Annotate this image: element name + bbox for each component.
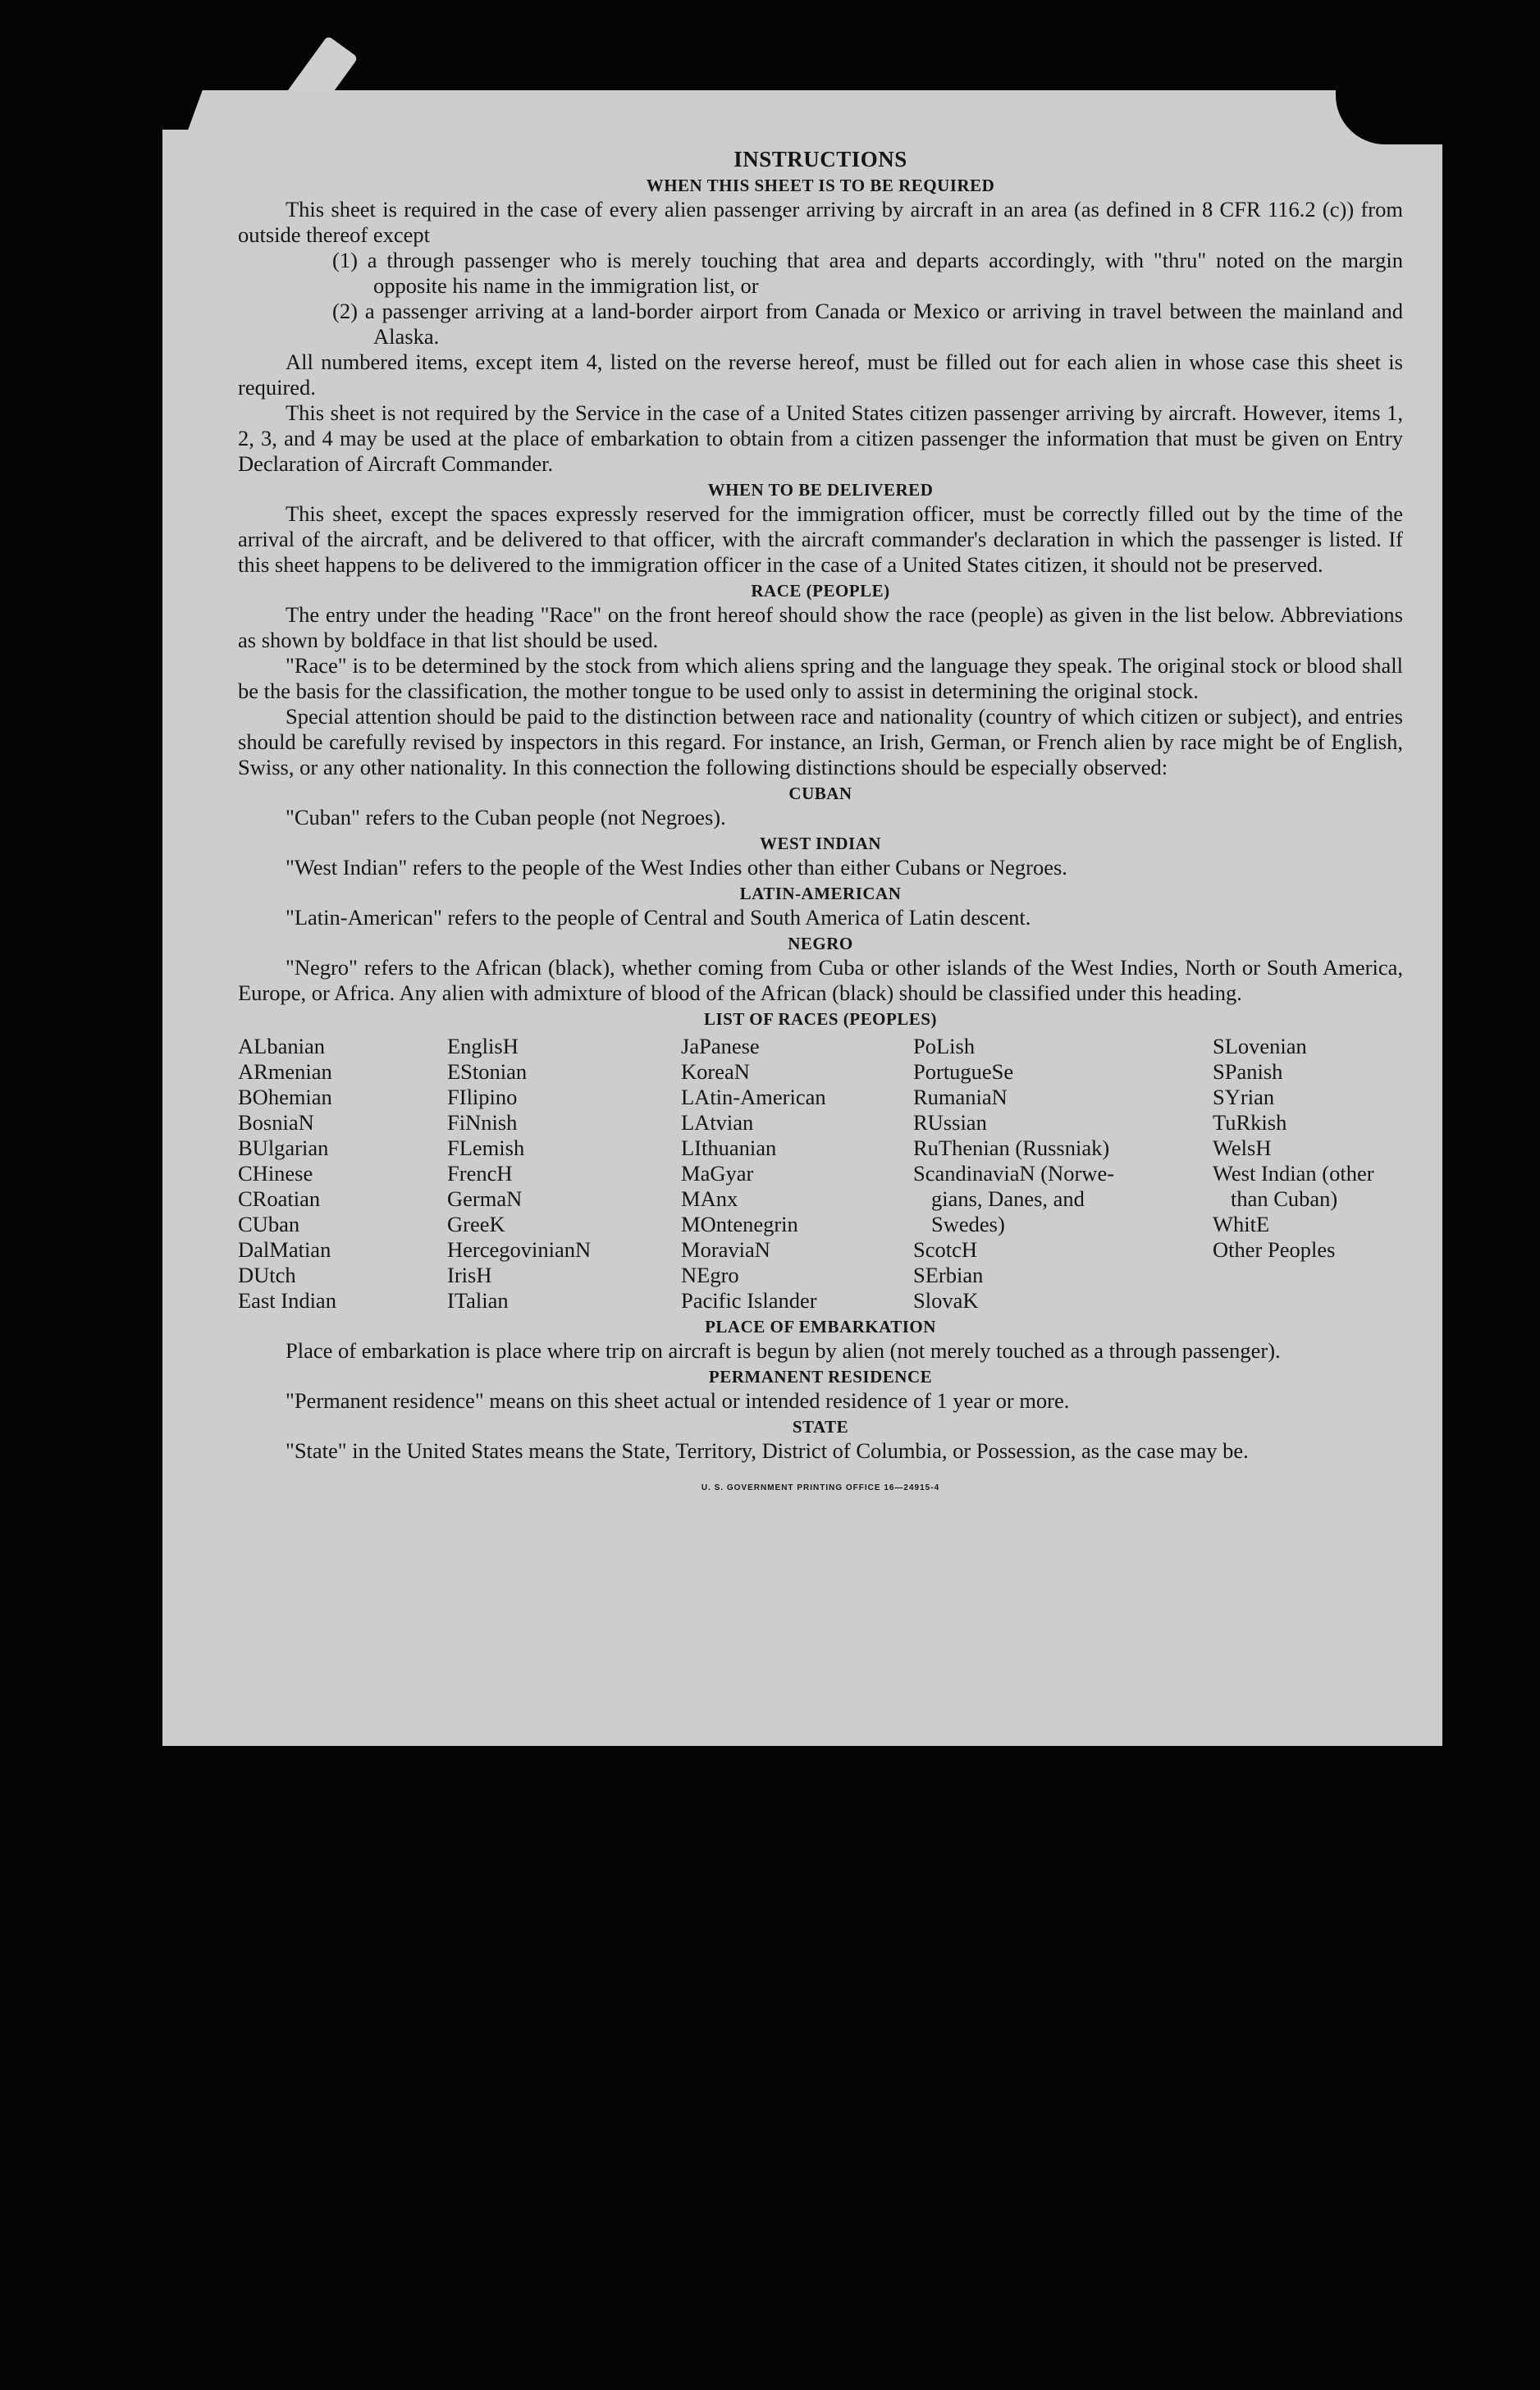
race-column	[447, 1034, 681, 1314]
race-entry: GreeK	[447, 1212, 505, 1236]
race-entry: FrencH	[447, 1161, 513, 1186]
race-column	[1213, 1034, 1426, 1314]
race-entry: JaPanese	[681, 1034, 760, 1058]
race-list	[238, 1034, 1403, 1314]
race-column	[681, 1034, 913, 1314]
heading-list-of-races: LIST OF RACES (PEOPLES)	[704, 1009, 937, 1029]
para-when-required-1: This sheet is required in the case of every alien passenger arriving by aircraft in an area (as defined in 8 CFR 116.2 (c)) from outside thereof except	[238, 197, 1403, 247]
race-entry: West Indian (other	[1213, 1161, 1374, 1186]
race-entry: HercegovinianN	[447, 1237, 592, 1262]
race-entry: RUssian	[913, 1110, 987, 1135]
race-entry: SErbian	[913, 1263, 984, 1287]
para-when-required-3: This sheet is not required by the Service in the case of a United States citizen passenger arriving by aircraft. However, items 1, 2, 3, and 4 may be used at the place of embarkation to obtain from a citizen passenger the information that must be given on Entry Declaration of Aircraft Commander.	[238, 400, 1403, 476]
race-entry: RumaniaN	[913, 1085, 1008, 1109]
race-entry: WhitE	[1213, 1212, 1270, 1236]
race-entry: SYrian	[1213, 1085, 1275, 1109]
race-entry: LIthuanian	[681, 1136, 777, 1160]
para-negro: "Negro" refers to the African (black), whether coming from Cuba or other islands of the West Indies, North or South America, Europe, or Africa. Any alien with admixture of blood of the African (black) should be classified under this heading.	[238, 955, 1403, 1005]
race-entry: CRoatian	[238, 1186, 321, 1211]
race-entry: FLemish	[447, 1136, 525, 1160]
race-entry: FIlipino	[447, 1085, 518, 1109]
heading-negro: NEGRO	[788, 934, 853, 953]
page-title: INSTRUCTIONS	[733, 147, 907, 171]
instruction-sheet	[162, 90, 1442, 1746]
printer-imprint: U. S. GOVERNMENT PRINTING OFFICE 16—24915-4	[701, 1483, 940, 1492]
heading-race: RACE (PEOPLE)	[751, 581, 890, 601]
race-entry: ITalian	[447, 1288, 509, 1313]
heading-embarkation: PLACE OF EMBARKATION	[705, 1317, 936, 1337]
race-entry: Other Peoples	[1213, 1237, 1336, 1262]
race-entry: TuRkish	[1213, 1110, 1287, 1135]
race-entry: Swedes)	[931, 1212, 1005, 1236]
race-entry: MOntenegrin	[681, 1212, 798, 1236]
race-entry: WelsH	[1213, 1136, 1272, 1160]
heading-when-delivered: WHEN TO BE DELIVERED	[707, 480, 934, 500]
race-entry: MaGyar	[681, 1161, 754, 1186]
race-entry: ALbanian	[238, 1034, 325, 1058]
para-state: "State" in the United States means the State, Territory, District of Columbia, or Possession, as the case may be.	[286, 1438, 1249, 1463]
race-entry: BOhemian	[238, 1085, 332, 1109]
race-entry: NEgro	[681, 1263, 739, 1287]
race-entry: GermaN	[447, 1186, 523, 1211]
para-west-indian: "West Indian" refers to the people of the West Indies other than either Cubans or Negroes.	[286, 855, 1067, 880]
heading-residence: PERMANENT RESIDENCE	[708, 1367, 933, 1387]
race-entry: CUban	[238, 1212, 300, 1236]
para-embarkation: Place of embarkation is place where trip on aircraft is begun by alien (not merely touched as a through passenger).	[286, 1338, 1281, 1363]
heading-west-indian: WEST INDIAN	[759, 834, 882, 853]
race-entry: BUlgarian	[238, 1136, 329, 1160]
para-cuban: "Cuban" refers to the Cuban people (not Negroes).	[286, 805, 726, 829]
race-entry: RuThenian (Russniak)	[913, 1136, 1110, 1160]
race-entry: LAtin-American	[681, 1085, 826, 1109]
race-entry: BosniaN	[238, 1110, 314, 1135]
race-entry: FiNnish	[447, 1110, 518, 1135]
para-when-delivered: This sheet, except the spaces expressly reserved for the immigration officer, must be correctly filled out by the time of the arrival of the aircraft, and be delivered to that officer, with the aircraft commander's declaration in which the passenger is listed. If this sheet happens to be delivered to the immigration officer in the case of a United States citizen, it should not be preserved.	[238, 501, 1403, 577]
race-entry: PoLish	[913, 1034, 976, 1058]
heading-state: STATE	[792, 1417, 849, 1437]
race-entry: Pacific Islander	[681, 1288, 817, 1313]
race-entry: gians, Danes, and	[931, 1186, 1085, 1211]
race-entry: SPanish	[1213, 1059, 1283, 1084]
race-entry: PortugueSe	[913, 1059, 1014, 1084]
race-entry: IrisH	[447, 1263, 492, 1287]
race-entry: LAtvian	[681, 1110, 754, 1135]
para-residence: "Permanent residence" means on this sheet actual or intended residence of 1 year or more.	[286, 1388, 1070, 1413]
race-entry: ARmenian	[238, 1059, 332, 1084]
race-entry: MoraviaN	[681, 1237, 770, 1262]
exception-2: (2) a passenger arriving at a land-border airport from Canada or Mexico or arriving in travel between the mainland and Alaska.	[332, 299, 1403, 349]
race-column	[913, 1034, 1213, 1314]
para-latin-american: "Latin-American" refers to the people of Central and South America of Latin descent.	[286, 905, 1031, 930]
race-entry: EStonian	[447, 1059, 528, 1084]
para-when-required-2: All numbered items, except item 4, listed on the reverse hereof, must be filled out for each alien in whose case this sheet is required.	[238, 350, 1403, 400]
para-race-3: Special attention should be paid to the distinction between race and nationality (country of which citizen or subject), and entries should be carefully revised by inspectors in this regard. For instance, an Irish, German, or French alien by race might be of English, Swiss, or any other nationality. In this connection the following distinctions should be especially observed:	[238, 704, 1403, 779]
heading-cuban: CUBAN	[788, 784, 852, 803]
race-entry: East Indian	[238, 1288, 336, 1313]
race-entry: than Cuban)	[1231, 1186, 1338, 1211]
race-entry: KoreaN	[681, 1059, 750, 1084]
race-entry: DalMatian	[238, 1237, 331, 1262]
race-entry: CHinese	[238, 1161, 313, 1186]
race-entry: ScandinaviaN (Norwe-	[913, 1161, 1115, 1186]
para-race-2: "Race" is to be determined by the stock from which aliens spring and the language they speak. The original stock or blood shall be the basis for the classification, the mother tongue to be used only to assist in determining the original stock.	[238, 653, 1403, 703]
race-entry: SLovenian	[1213, 1034, 1307, 1058]
heading-latin-american: LATIN-AMERICAN	[739, 884, 902, 903]
heading-when-required: WHEN THIS SHEET IS TO BE REQUIRED	[646, 176, 995, 195]
race-entry: ScotcH	[913, 1237, 978, 1262]
race-entry: DUtch	[238, 1263, 296, 1287]
race-entry: SlovaK	[913, 1288, 979, 1313]
exception-1: (1) a through passenger who is merely touching that area and departs accordingly, with "thru" noted on the margin opposite his name in the immigration list, or	[332, 248, 1403, 298]
para-race-1: The entry under the heading "Race" on the front hereof should show the race (people) as given in the list below. Abbreviations as shown by boldface in that list should be used.	[238, 602, 1403, 652]
race-entry: MAnx	[681, 1186, 738, 1211]
race-entry: EnglisH	[447, 1034, 519, 1058]
race-column	[238, 1034, 447, 1314]
